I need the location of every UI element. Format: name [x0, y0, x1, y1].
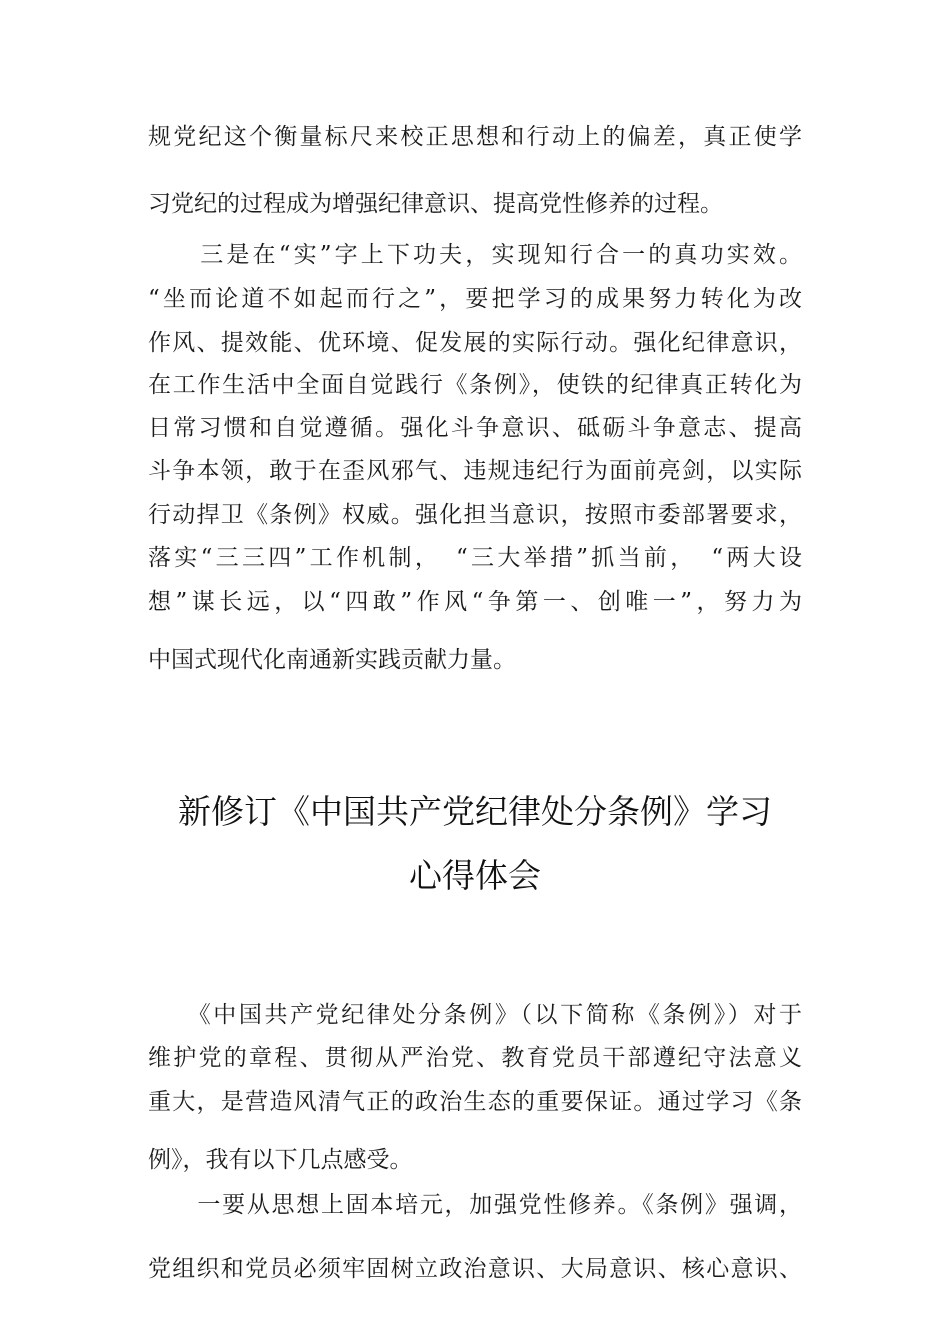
- paragraph-line: 重大，是营造风清气正的政治生态的重要保证。通过学习《条: [148, 1089, 802, 1115]
- paragraph-line: 《中国共产党纪律处分条例》（以下简称《条例》）对于: [148, 1002, 802, 1028]
- paragraph-line: 日常习惯和自觉遵循。强化斗争意识、砥砺斗争意志、提高: [148, 415, 802, 441]
- paragraph-line: 维护党的章程、贯彻从严治党、教育党员干部遵纪守法意义: [148, 1045, 802, 1071]
- paragraph-line: 斗争本领，敢于在歪风邪气、违规违纪行为面前亮剑，以实际: [148, 458, 802, 484]
- paragraph-line: 例》，我有以下几点感受。: [148, 1147, 413, 1173]
- paragraph-line: “坐而论道不如起而行之”，要把学习的成果努力转化为改: [148, 286, 802, 312]
- paragraph-line: 一要从思想上固本培元，加强党性修养。《条例》强调，: [148, 1192, 802, 1218]
- page-title: 新修订《中国共产党纪律处分条例》学习: [178, 792, 772, 831]
- paragraph-line: 习党纪的过程成为增强纪律意识、提高党性修养的过程。: [148, 191, 723, 217]
- paragraph-line: 落实“三三四”工作机制， “三大举措”抓当前， “两大设: [148, 545, 802, 571]
- paragraph-line: 在工作生活中全面自觉践行《条例》，使铁的纪律真正转化为: [148, 372, 802, 398]
- paragraph-line: 党组织和党员必须牢固树立政治意识、大局意识、核心意识、: [148, 1256, 802, 1282]
- paragraph-line: 中国式现代化南通新实践贡献力量。: [148, 647, 516, 673]
- paragraph-line: 规党纪这个衡量标尺来校正思想和行动上的偏差，真正使学: [148, 124, 802, 150]
- paragraph-line: 作风、提效能、优环境、促发展的实际行动。强化纪律意识，: [148, 330, 802, 356]
- page-title-continued: 心得体会: [409, 856, 541, 895]
- paragraph-line: 想”谋长远，以“四敢”作风“争第一、创唯一”，努力为: [148, 589, 802, 615]
- paragraph-line: 行动捍卫《条例》权威。强化担当意识，按照市委部署要求，: [148, 502, 802, 528]
- paragraph-line: 三是在“实”字上下功夫，实现知行合一的真功实效。: [148, 242, 802, 268]
